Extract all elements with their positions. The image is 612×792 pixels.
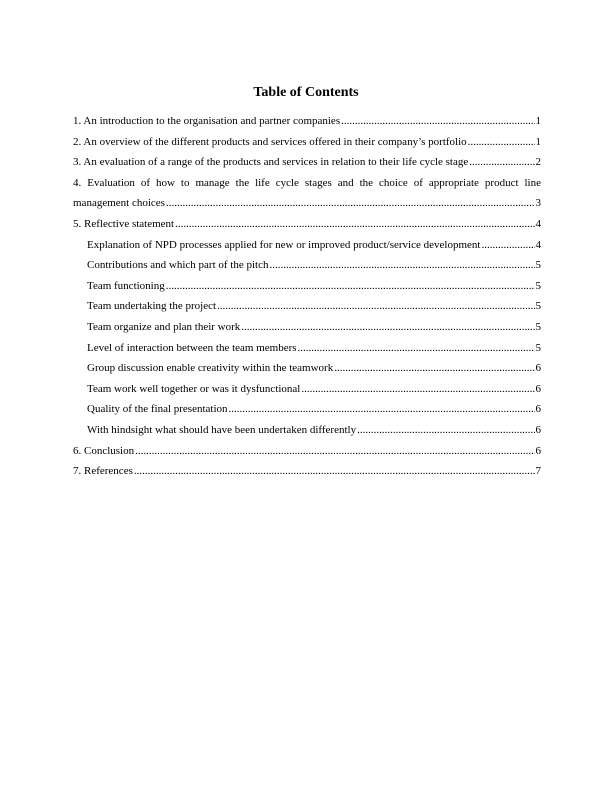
toc-entry[interactable] bbox=[73, 214, 541, 235]
toc-entry-text: 1. An introduction to the organisation and partner companies bbox=[73, 115, 341, 127]
toc-entry-page: 5 bbox=[535, 341, 541, 354]
toc-entry-text: Team work well together or was it dysfunctional bbox=[87, 382, 301, 395]
toc-subentry[interactable] bbox=[73, 338, 541, 359]
toc-entry-page: 1 bbox=[535, 135, 541, 148]
toc-entry-page: 6 bbox=[535, 403, 541, 416]
toc-subentry[interactable] bbox=[73, 399, 541, 420]
dot-leader bbox=[269, 255, 534, 276]
toc-subentry[interactable] bbox=[73, 358, 541, 379]
toc-subentry[interactable] bbox=[73, 255, 541, 276]
toc-entry-page: 5 bbox=[535, 259, 541, 272]
toc-entry[interactable] bbox=[73, 111, 541, 132]
dot-leader bbox=[134, 461, 535, 482]
toc-entry-text: Team organize and plan their work bbox=[87, 320, 241, 333]
toc-subentry[interactable] bbox=[73, 276, 541, 297]
toc-entry-page: 5 bbox=[535, 279, 541, 292]
toc-entry-page: 6 bbox=[535, 444, 541, 457]
dot-leader bbox=[166, 193, 535, 214]
toc-title: Table of Contents bbox=[253, 85, 359, 100]
toc-entry-page: 6 bbox=[535, 423, 541, 436]
toc-subentry[interactable] bbox=[73, 379, 541, 400]
toc-entry-text: With hindsight what should have been undertaken differently bbox=[87, 423, 357, 436]
dot-leader bbox=[135, 441, 534, 462]
dot-leader bbox=[217, 296, 534, 317]
toc-entry-text: Group discussion enable creativity within the teamwork bbox=[87, 362, 334, 375]
toc-entry-text: Level of interaction between the team members bbox=[87, 341, 297, 354]
dot-leader bbox=[301, 379, 534, 400]
toc-entry-text-line1: 4. Evaluation of how to manage the life cycle stages and the choice of appropriate product line bbox=[73, 176, 541, 189]
dot-leader bbox=[166, 276, 535, 297]
dot-leader bbox=[341, 111, 534, 132]
dot-leader bbox=[298, 338, 535, 359]
toc-entry[interactable] bbox=[73, 152, 541, 173]
dot-leader bbox=[481, 235, 534, 256]
table-of-contents bbox=[73, 111, 541, 482]
toc-subentry[interactable] bbox=[73, 420, 541, 441]
toc-entry-text: Team functioning bbox=[87, 279, 165, 292]
toc-entry-page: 1 bbox=[535, 115, 541, 127]
toc-entry-text: 5. Reflective statement bbox=[73, 217, 175, 230]
dot-leader bbox=[175, 214, 534, 235]
toc-entry[interactable] bbox=[73, 132, 541, 153]
toc-entry-page: 3 bbox=[535, 197, 541, 210]
toc-subentry[interactable] bbox=[73, 317, 541, 338]
dot-leader bbox=[469, 152, 534, 173]
dot-leader bbox=[241, 317, 534, 338]
toc-entry-page: 6 bbox=[535, 362, 541, 375]
dot-leader bbox=[334, 358, 534, 379]
toc-entry[interactable] bbox=[73, 441, 541, 462]
dot-leader bbox=[468, 132, 535, 153]
toc-entry-text-line2: management choices bbox=[73, 197, 165, 210]
toc-subentry[interactable] bbox=[73, 235, 541, 256]
toc-entry-page: 2 bbox=[535, 156, 541, 169]
toc-entry-page: 4 bbox=[535, 238, 541, 251]
toc-subentry[interactable] bbox=[73, 296, 541, 317]
toc-entry-page: 5 bbox=[535, 300, 541, 313]
dot-leader bbox=[229, 399, 535, 420]
toc-entry-text: 6. Conclusion bbox=[73, 444, 135, 457]
dot-leader bbox=[357, 420, 534, 441]
toc-entry-page: 4 bbox=[535, 217, 541, 230]
toc-entry-text: 3. An evaluation of a range of the products and services in relation to their life cycle stage bbox=[73, 156, 469, 169]
toc-entry-text: 2. An overview of the different products and services offered in their company’s portfolio bbox=[73, 135, 467, 148]
toc-entry[interactable] bbox=[73, 173, 541, 214]
toc-entry-page: 7 bbox=[535, 465, 541, 478]
toc-entry-text: Contributions and which part of the pitch bbox=[87, 259, 269, 272]
toc-entry[interactable] bbox=[73, 461, 541, 482]
toc-entry-text: Explanation of NPD processes applied for new or improved product/service development bbox=[87, 238, 481, 251]
toc-entry-text: 7. References bbox=[73, 465, 133, 478]
toc-entry-text: Quality of the final presentation bbox=[87, 403, 228, 416]
toc-entry-page: 5 bbox=[535, 320, 541, 333]
toc-entry-page: 6 bbox=[535, 382, 541, 395]
toc-entry-text: Team undertaking the project bbox=[87, 300, 217, 313]
